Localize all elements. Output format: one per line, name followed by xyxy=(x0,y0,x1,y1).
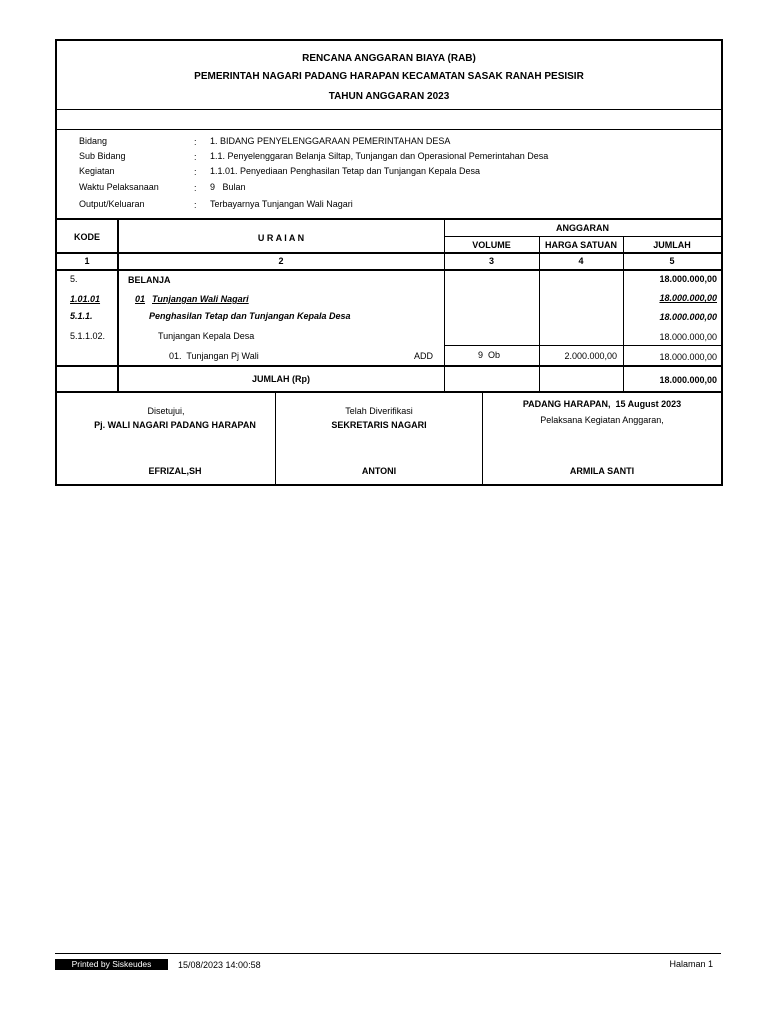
doc-year: TAHUN ANGGARAN 2023 xyxy=(328,91,450,102)
info-sep: : xyxy=(194,167,197,177)
col-header-bottom xyxy=(57,252,721,254)
info-sep: : xyxy=(194,200,197,210)
footer-rule xyxy=(55,953,721,954)
table-row-uraian: BELANJA xyxy=(128,275,171,285)
col-number-1: 1 xyxy=(84,256,90,266)
print-datetime: 15/08/2023 14:00:58 xyxy=(178,960,261,970)
table-row-jumlah: 18.000.000,00 xyxy=(659,332,717,342)
info-label-output: Output/Keluaran xyxy=(79,199,145,209)
col-number-3: 3 xyxy=(488,256,494,266)
table-row-jumlah: 18.000.000,00 xyxy=(659,312,717,322)
col-header-volume: VOLUME xyxy=(472,240,511,250)
anggaran-divider xyxy=(444,236,721,237)
table-top-border xyxy=(57,218,721,220)
table-row-uraian: Penghasilan Tetap dan Tunjangan Kepala Desa xyxy=(149,311,351,321)
header-divider-1 xyxy=(57,109,721,110)
info-label-sub-bidang: Sub Bidang xyxy=(79,151,126,161)
table-row-uraian: Tunjangan Wali Nagari xyxy=(152,294,249,304)
col-header-kode: KODE xyxy=(73,232,100,242)
info-label-kegiatan: Kegiatan xyxy=(79,166,115,176)
doc-subtitle: PEMERINTAH NAGARI PADANG HARAPAN KECAMATAN SASAK RANAH PESISIR xyxy=(194,71,584,82)
info-value-output: Terbayarnya Tunjangan Wali Nagari xyxy=(210,199,353,209)
signature-mid-line2: SEKRETARIS NAGARI xyxy=(331,420,427,430)
col-header-jumlah: JUMLAH xyxy=(653,240,691,250)
col-header-uraian: U R A I A N xyxy=(257,233,305,243)
col-number-2: 2 xyxy=(278,256,284,266)
table-row-harga: 2.000.000,00 xyxy=(564,351,617,361)
signature-left-name: EFRIZAL,SH xyxy=(148,466,202,476)
table-row-source: ADD xyxy=(414,351,434,361)
info-sep: : xyxy=(194,152,197,162)
info-value-sub-bidang: 1.1. Penyelenggaran Belanja Siltap, Tunjangan dan Operasional Pemerintahan Desa xyxy=(210,151,549,161)
signature-mid-name: ANTONI xyxy=(361,466,397,476)
table-row-jumlah: 18.000.000,00 xyxy=(659,293,717,303)
signature-right-line2: Pelaksana Kegiatan Anggaran, xyxy=(540,415,664,425)
printed-by-badge: Printed by Siskeudes xyxy=(55,959,168,970)
table-row-kode: 5.1.1.02. xyxy=(70,331,106,341)
signature-mid-line1: Telah Diverifikasi xyxy=(345,406,413,416)
info-label-bidang: Bidang xyxy=(79,136,108,146)
table-row-jumlah: 18.000.000,00 xyxy=(659,274,717,284)
total-bottom xyxy=(57,391,721,393)
table-row-uraian: Tunjangan Kepala Desa xyxy=(158,331,255,341)
signature-left-line2: Pj. WALI NAGARI PADANG HARAPAN xyxy=(94,420,256,430)
table-row-uraian: 01. Tunjangan Pj Wali xyxy=(169,351,259,361)
doc-title: RENCANA ANGGARAN BIAYA (RAB) xyxy=(302,53,476,64)
info-value-kegiatan: 1.1.01. Penyediaan Penghasilan Tetap dan Tunjangan Kepala Desa xyxy=(210,166,481,176)
col-header-harga: HARGA SATUAN xyxy=(545,240,617,250)
info-label-waktu: Waktu Pelaksanaan xyxy=(79,182,159,192)
item-row-top xyxy=(444,345,721,346)
header-divider-2 xyxy=(57,129,721,130)
signature-left-line1: Disetujui, xyxy=(147,406,185,416)
col-number-5: 5 xyxy=(669,256,675,266)
signature-right-name: ARMILA SANTI xyxy=(569,466,635,476)
table-row-volume: 9 Ob xyxy=(478,350,501,360)
col-divider-kode xyxy=(117,219,119,391)
table-row-kode: 5.1.1. xyxy=(70,311,93,321)
info-value-bidang: 1. BIDANG PENYELENGGARAAN PEMERINTAHAN DESA xyxy=(210,136,451,146)
col-number-bottom xyxy=(57,269,721,271)
page-number: Halaman 1 xyxy=(669,959,713,969)
total-value: 18.000.000,00 xyxy=(659,375,717,385)
table-row-kode: 5. xyxy=(70,274,78,284)
table-row-kode: 1.01.01 xyxy=(70,294,101,304)
info-value-waktu: 9 Bulan xyxy=(210,182,246,192)
table-row-jumlah: 18.000.000,00 xyxy=(659,352,717,362)
body-bottom xyxy=(57,365,721,367)
col-header-anggaran: ANGGARAN xyxy=(556,223,609,233)
table-row-prefix: 01 xyxy=(135,294,146,304)
signature-right-line1: PADANG HARAPAN, 15 August 2023 xyxy=(522,399,682,409)
total-label: JUMLAH (Rp) xyxy=(252,374,310,384)
info-sep: : xyxy=(194,137,197,147)
info-sep: : xyxy=(194,183,197,193)
col-number-4: 4 xyxy=(578,256,584,266)
